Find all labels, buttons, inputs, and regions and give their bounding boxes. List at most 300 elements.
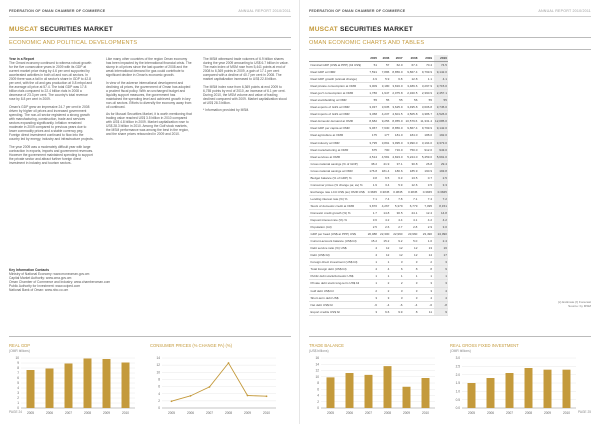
table-cell: 3 [366,294,378,301]
x-tick-label: 2010 [121,411,130,415]
chart-svg-real-gdp [9,356,139,416]
table-cell: 7,886 [379,69,391,76]
y-tick-label: 4 [17,386,19,391]
y-tick-label: 4 [317,393,319,398]
table-cell: 3 [404,287,419,294]
table-cell: -6 [366,301,378,308]
table-row [309,125,448,132]
key-info-item: Oman Chamber of Commerce and Industry: www.chamberoman.com [9,280,111,285]
row-label: Export credits US$ bil [309,308,366,315]
table-cell: 74.5 [434,62,449,69]
table-cell: 22,960 [391,231,404,238]
brand-main: MUSCAT [9,26,38,33]
table-cell: 3,795 [366,139,378,146]
row-label: Population (mil) [309,224,366,231]
table-cell: 37.1 [391,160,404,167]
table-row [309,111,448,118]
y-tick-label: 2.5 [455,364,460,369]
row-label: Real imports of G&S at OMR [309,111,366,118]
table-cell: 7.1 [366,195,378,202]
key-info-list [9,272,189,292]
paragraph: * Information provided by MSM. [203,108,250,113]
page-number: PAGE 24 [9,410,23,414]
table-row [309,217,448,224]
y-tick-label: 8 [317,381,319,386]
table-cell: 0.3845 [404,188,419,195]
table-cell: 3,373.0 [434,139,449,146]
table-row [309,195,448,202]
table-cell: 11,331.4 [420,119,433,124]
row-label: Short-term debt US$ [309,294,366,301]
table-cell: -8 [434,301,449,308]
table-cell: 2 [379,287,391,294]
x-tick-label: 2010 [562,411,571,415]
row-label: Debt service ratio (%) US$ [309,245,366,252]
paragraph: The MSM index rose from 6,369 points at end 2009 to 6,755 points by end of 2010, an increase of 6.1 per cent. During 2010, the MSM volume and value of trading declined compared with 2009. Market capitalization stood at US$ 28.3 billion. [203,84,287,105]
table-cell: 190.9 [419,167,434,174]
table-cell: 4 [419,294,434,301]
chart-area-rule [309,336,591,337]
paragraph: Oman's GDP grew an impressive 24.7 per cent in 2008 driven by higher oil prices and increased government spending. The non-oil sector registered a strong growth with manufacturing, construction, trade and services sectors expanding significantly. Inflation remained moderate in 2009 compared to previous years due to lower commodity prices and a stable currency peg. Foreign direct investment continued to flow into the country led by energy, industry and infrastructure projects. [9,104,94,142]
table-cell: 180.6 [391,167,404,174]
table-row [309,245,448,252]
table-cell: 4 [434,294,449,301]
header-divider [9,16,291,17]
table-row [309,188,448,195]
table-row [309,209,448,216]
table-cell: 12 [391,245,404,252]
table-cell: 14.8 [434,209,449,216]
table-row [309,153,448,160]
table-cell: 7.4 [419,195,434,202]
table-cell: 9,067 [366,125,378,132]
table-cell: 15.2 [366,238,378,245]
table-cell: 2.8 [404,224,419,231]
table-cell: 9.9 [391,308,404,315]
x-tick-label: 2006 [45,411,54,415]
table-cell: 1 [434,273,449,280]
table-cell: 2.6 [379,224,391,231]
y-tick-label: 3 [17,391,19,396]
table-cell: 8,856.0 [392,126,403,131]
bar [346,373,354,408]
table-row [309,104,448,111]
table-cell: 3,180 [379,83,391,90]
table-cell: 4 [434,287,449,294]
row-label: Real GDP growth (annual change) [309,76,366,83]
table-cell: 3,990.0 [404,139,419,146]
table-cell: 3.8 [366,174,378,181]
table-cell: 67.4 [404,62,419,69]
data-point [247,395,249,397]
table-cell: 12 [404,245,419,252]
y-tick-label: 2 [158,398,160,403]
y-tick-label: 16 [315,356,319,361]
table-row [309,294,448,301]
table-cell: 188.0 [419,132,434,139]
table-cell: 4,505.8 [404,111,419,118]
table-cell: 2,320.5 [404,90,419,97]
table-header-year: 2006 [379,55,391,62]
table-cell: 4.2 [419,217,434,224]
y-tick-label: 10 [156,370,160,375]
table-row [309,132,448,139]
table-cell: 3,489.6 [404,83,419,90]
table-cell: 1.0 [419,238,434,245]
table-cell: 13.5 [404,174,419,181]
table-cell: 3,625.9 [392,105,403,110]
x-tick-label: 2009 [402,411,411,415]
table-row [309,266,448,273]
economic-data-table [309,55,448,316]
table-cell: 3.4 [379,181,391,188]
chart-svg-consumer-prices [150,356,280,416]
bar [27,370,35,408]
table-cell: 4,514 [366,153,378,160]
table-cell: 4.9 [366,76,378,83]
header-divider [309,16,591,17]
table-row [309,76,448,83]
key-info-title: Key Information Contacts [9,268,50,272]
row-label: Budget balance (% of GDP) % [309,174,366,181]
table-cell: -6 [419,301,434,308]
table-cell: 4.4 [391,217,404,224]
y-tick-label: 2 [317,399,319,404]
row-label: Lending interest rate (%) % [309,195,366,202]
bar [487,378,495,408]
table-cell: 12 [391,252,404,259]
source-line-2: Source: by MSM [568,304,591,308]
y-tick-label: 4 [158,391,160,396]
row-label: Real exports of G&S at OMR [309,104,366,111]
bar [525,368,533,408]
data-point [171,400,173,402]
table-cell: 7.8 [391,195,404,202]
table-row [309,139,448,146]
table-cell: 55 [391,97,404,104]
table-cell: 943.0 [434,146,449,153]
table-cell: 57 [379,62,391,69]
y-tick-label: 2.0 [455,372,460,377]
paragraph: The Omani economy continued to witness robust growth for the five consecutive years in 2009 with its GDP at current market price rising by 4.6 per cent supported by accelerated activities in both oil and non-oil sectors. In 2009 there was a fall in oil sector's share in GDP to 42.8 per cent, with the oil and gas production at 0.8 mbpd and the average oil price at 57.4. The total GDP was 17.8 billion rials compared to 22.4 billion rials in 2008 a decrease of 23.3 per cent. The country's total revenue rose by 8.8 per cent in 2009. [9,61,93,102]
table-cell: 0.7 [419,174,434,181]
y-tick-label: 12 [156,363,160,368]
table-cell: 6.6 [379,308,391,315]
table-cell: 55 [434,97,449,104]
table-row [309,146,448,153]
table-cell: 185.9 [404,167,419,174]
x-tick-label: 2008 [524,411,533,415]
table-cell: 16 [434,245,449,252]
table-cell: 3 [434,259,449,266]
table-cell: 3,297.9 [419,83,434,90]
table-cell: 184.0 [404,132,419,139]
table-cell: 0.3845 [391,188,404,195]
row-label: Deposit interest rate (%) % [309,217,366,224]
paragraph: In view of the adverse international development and declining oil prices, the government of Oman has adopted a prudent fiscal policy. With an unchanged budget and liquidity support measures, the government has maintained the spending level and achieved growth in key non-oil sectors. Efforts to diversify the economy away from oil continued. [106,80,192,109]
chart-svg-gross-fixed-investment [450,356,580,416]
brand-rest: SECURITIES MARKET [339,26,413,33]
table-cell: 5,691.0 [434,153,449,160]
data-point [266,395,268,397]
header-right: ANNUAL REPORT 2010/2011 [238,9,291,13]
table-cell: 5,224.0 [404,153,419,160]
brand-title [309,26,413,33]
table-row [309,308,448,315]
table-cell: 2,075.8 [392,91,403,96]
chart-unit: (US$ billions) [309,348,329,353]
table-cell: 2 [391,280,404,287]
table-cell: 4 [366,252,378,259]
table-cell: 3.6 [366,217,378,224]
bar [65,364,73,409]
row-label: Net debt US$ bil [309,301,366,308]
row-label: Debt (US$ bil) [309,252,366,259]
row-label: Stock of domestic credit at OMR [309,202,366,209]
chart-unit: (OMR billions) [450,348,471,353]
table-cell: 8 [404,266,419,273]
y-tick-label: 6 [17,376,19,381]
table-cell: 30.5 [391,209,404,216]
table-cell: 8 [404,308,419,315]
y-tick-label: 1.5 [455,381,460,386]
section-title: ECONOMIC AND POLITICAL DEVELOPMENTS [9,40,138,46]
right-page [300,0,600,424]
table-cell: 9,867.4 [404,69,419,76]
table-row [309,83,448,90]
table-cell: 4.1 [434,76,449,83]
table-cell: 3 [379,294,391,301]
x-tick-label: 2007 [364,411,373,415]
table-row [309,202,448,209]
table-cell: 12.8 [404,76,419,83]
table-cell: 7.1 [404,195,419,202]
header-title: FEDERATION OF OMAN CHAMBER OF COMMERCE [309,9,406,13]
table-cell: 1 [419,273,434,280]
table-cell: 4,601.5 [392,112,403,117]
section-title: OMAN ECONOMIC CHARTS AND TABLES [309,40,425,46]
data-point [228,362,230,364]
table-cell: 23,490 [419,231,434,238]
table-cell: 6.3 [391,174,404,181]
table-cell: 17 [434,252,449,259]
table-cell: 13 [419,245,434,252]
y-tick-label: 10 [315,374,319,379]
table-cell: 12 [379,252,391,259]
table-cell: 10,579.6 [405,119,418,124]
section-rule-top [309,37,591,38]
table-cell: 3 [391,294,404,301]
text-column-2 [106,57,192,140]
table-cell: 2.4 [434,238,449,245]
table-cell: 2.5 [434,174,449,181]
table-cell: 193.8 [434,167,449,174]
table-cell: 3,194.0 [419,139,434,146]
chart-real-gdp [9,344,139,418]
y-tick-label: 1 [17,401,19,406]
table-cell: 1.1 [419,76,434,83]
table-cell: 177 [379,132,391,139]
table-row [309,273,448,280]
y-tick-label: 14 [315,362,319,367]
table-cell: 6,779 [404,202,419,209]
table-cell: 4 [379,266,391,273]
table-cell: 181.4 [379,167,391,174]
table-cell: 2.9 [419,224,434,231]
table-header-year: 2007 [391,55,404,62]
header-title: FEDERATION OF OMAN CHAMBER OF COMMERCE [9,9,106,13]
table-row [309,118,448,125]
table-source [558,300,591,308]
paragraph: As for Muscat Securities Market, it is worth mentioning that trading value reached US$ 3.5 billion in 2010 compared with US$ 4.8 billion in 2009. Market capitalization rose to US$ 28.3 billion in 2010. Among the Gulf stock markets, the MSM performance was among the best in the region, and the share prices rebounded in 2009 and 2010. [106,112,192,137]
column-heading: Year in a Report [9,57,35,61]
table-cell: 4,526.0 [434,111,449,118]
row-label: Private debt stock long-term US$ bil [309,280,366,287]
table-cell: 9,799.9 [419,69,434,76]
series-line [172,363,267,401]
source-line-1: (c) Estimate (f) Forecast [557,300,591,304]
x-tick-label: 2008 [383,411,392,415]
table-cell: 6.8 [391,76,404,83]
x-tick-label: 2005 [326,411,335,415]
table-cell: 3,870 [366,202,378,209]
table-cell: 12 [404,252,419,259]
row-label: Exchange rate LCU:US$ (av) OMR:US$ [310,189,365,194]
table-row [309,181,448,188]
table-cell: 4,581 [379,153,391,160]
table-cell: 7,630 [379,125,391,132]
x-tick-label: 2008 [224,411,233,415]
table-cell: 1.7 [366,209,378,216]
table-cell: 23,960 [404,231,419,238]
chart-title: REAL GROSS FIXED INVESTMENT [450,343,519,348]
table-cell: 4,237 [379,111,391,118]
table-cell: 9,867.4 [404,125,419,132]
key-info-item: Public Authority for Investment: www.ociped.com [9,284,81,289]
table-row [309,259,448,266]
row-label: Real agriculture at OMR [309,132,366,139]
row-label: Domestic credit growth (%) % [309,209,366,216]
brand-main: MUSCAT [309,26,338,33]
table-cell: 912.0 [419,146,434,153]
x-tick-label: 2010 [262,411,271,415]
table-row [309,252,448,259]
bar [422,378,430,408]
section-rule-bottom [9,49,291,50]
table-header-year: 2005 [366,55,378,62]
table-row [309,287,448,294]
table-cell: 29.4 [434,160,449,167]
table-row [309,301,448,308]
table-cell: 3 [434,280,449,287]
table-cell: 1 [379,259,391,266]
bar [46,369,54,409]
row-label: GDP per head (US$ at PPP) US$ [309,231,366,238]
y-tick-label: 7 [17,371,19,376]
table-cell: 6 [391,266,404,273]
chart-area-rule [9,336,291,337]
table-cell: 3 [391,287,404,294]
paragraph: The MSM witnessed trade volumes of 6.9 billion shares during the year 2009 amounting to US$ 6.7 billion in value. The main index of MSM rose from 5,441 points at end of 2008 to 6,369 points in 2009, a gain of 17.1 per cent compared with a decline of 40.7 per cent in 2008. The market capitalization increased to US$ 22.8 billion. [203,57,289,82]
table-cell: 4,267 [379,202,391,209]
y-tick-label: 0 [158,406,160,411]
table-cell: 2 [419,259,434,266]
table-cell: 7.4 [379,195,391,202]
row-label: Consumer prices (% change pa; av) % [309,181,366,188]
x-tick-label: 2007 [505,411,514,415]
text-column-3 [203,57,289,115]
x-tick-label: 2009 [102,411,111,415]
table-cell: 2,457.1 [434,90,449,97]
chart-consumer-prices [150,344,280,418]
chart-title: TRADE BALANCE [309,343,344,348]
x-tick-label: 2007 [205,411,214,415]
bar [506,373,514,408]
row-label: Current-account balance (US$ bil) [309,238,366,245]
table-row [309,280,448,287]
table-cell: 3,891 [379,139,391,146]
y-tick-label: 0 [17,406,19,411]
row-label: Gross national savings (% of GDP) [309,160,366,167]
table-cell: 15.2 [379,238,391,245]
y-tick-label: 8 [17,366,19,371]
table-cell: 3 [366,308,378,315]
y-tick-label: 5 [17,381,19,386]
table-cell: 7,095 [419,202,434,209]
table-cell: 0.3845 [419,188,434,195]
table-row [309,62,448,69]
table-cell: 1 [391,273,404,280]
table-cell: 176.8 [366,167,378,174]
table-cell: 55 [419,97,434,104]
bar [544,370,552,408]
paragraph: The year 2009 was a moderately difficult year with large contraction in exports, imports and government revenues. However the government maintained spending to support the private sector and attract further foreign direct investment in industry and tourism sectors. [9,144,94,165]
key-info-box [9,268,189,293]
row-label: Total foreign debt (US$ bil) [309,266,366,273]
table-row [309,90,448,97]
table-cell: 3.5 [419,181,434,188]
table-cell: 11 [419,308,434,315]
table-cell: 56 [404,97,419,104]
table-cell: 7,591 [366,69,378,76]
table-cell: 41.9 [379,160,391,167]
table-cell: 4.2 [379,217,391,224]
table-row [309,160,448,167]
table-row [309,231,448,238]
row-label: Real services at OMR [309,153,366,160]
table-cell: 5.9 [391,181,404,188]
table-cell: 0.3845 [434,188,449,195]
table-cell: 3,037 [366,104,378,111]
table-cell: 2 [366,287,378,294]
table-cell: 12 [379,245,391,252]
table-cell: 1,947 [379,90,391,97]
table-cell: 175 [366,132,378,139]
row-label: Real gov'l consumption at OMR [309,90,366,97]
table-cell: 8,856.0 [392,70,403,75]
bar [468,383,476,408]
table-cell: 3,995.0 [392,140,403,145]
table-cell: 24.1 [404,209,419,216]
table-cell: 1 [366,259,378,266]
table-cell: 9,142.0 [434,125,449,132]
x-tick-label: 2008 [83,411,92,415]
table-row [309,97,448,104]
table-cell: 0.3845 [367,189,378,194]
x-tick-label: 2006 [186,411,195,415]
text-column-1 [9,57,95,168]
x-tick-label: 2009 [243,411,252,415]
